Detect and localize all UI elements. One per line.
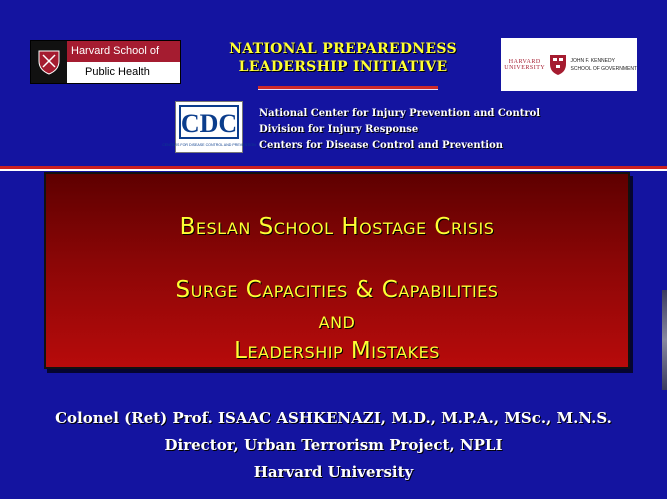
initiative-title-line1: NATIONAL PREPAREDNESS [229, 41, 457, 57]
title-underline [258, 86, 438, 90]
cdc-mark: CDC [180, 109, 238, 138]
presenter-name: Colonel (Ret) Prof. ISAAC ASHKENAZI, M.D., M.P.A., MSc., M.N.S. [55, 409, 612, 427]
veritas-shield-icon [31, 41, 67, 83]
cdc-division-text [259, 106, 540, 154]
subtitle-line-1: Surge Capacities & Capabilities [175, 277, 499, 303]
cdc-logo [162, 101, 256, 153]
presenter-affiliation: Harvard University [253, 463, 414, 481]
subtitle-line-2: and [318, 308, 356, 334]
initiative-title-line2: LEADERSHIP INITIATIVE [238, 59, 448, 75]
presenter-role: Director, Urban Terrorism Project, NPLI [164, 436, 503, 454]
subtitle-line-3: Leadership Mistakes [234, 338, 440, 364]
edge-artifact [662, 290, 667, 390]
cdc-line-1: National Center for Injury Prevention and Control [259, 108, 541, 119]
ksg-university-label: HARVARD UNIVERSITY [504, 58, 546, 71]
hsph-logo [30, 40, 181, 84]
hsph-name-line1: Harvard School of [67, 41, 180, 62]
main-title: Beslan School Hostage Crisis [179, 214, 495, 240]
header-divider-highlight [0, 169, 667, 171]
ksg-name-line1: JOHN F. KENNEDY [570, 57, 615, 64]
main-title-box [44, 172, 630, 369]
ksg-name-line2: SCHOOL OF GOVERNMENT [570, 65, 637, 72]
cdc-line-3: Centers for Disease Control and Prevention [259, 140, 504, 151]
ksg-logo [501, 38, 637, 91]
hsph-name-line2: Public Health [85, 66, 150, 78]
cdc-line-2: Division for Injury Response [259, 124, 419, 135]
cdc-subtext: CENTERS FOR DISEASE CONTROL AND PREVENTION [162, 143, 256, 147]
initiative-title [188, 40, 498, 76]
harvard-shield-icon [549, 54, 567, 76]
